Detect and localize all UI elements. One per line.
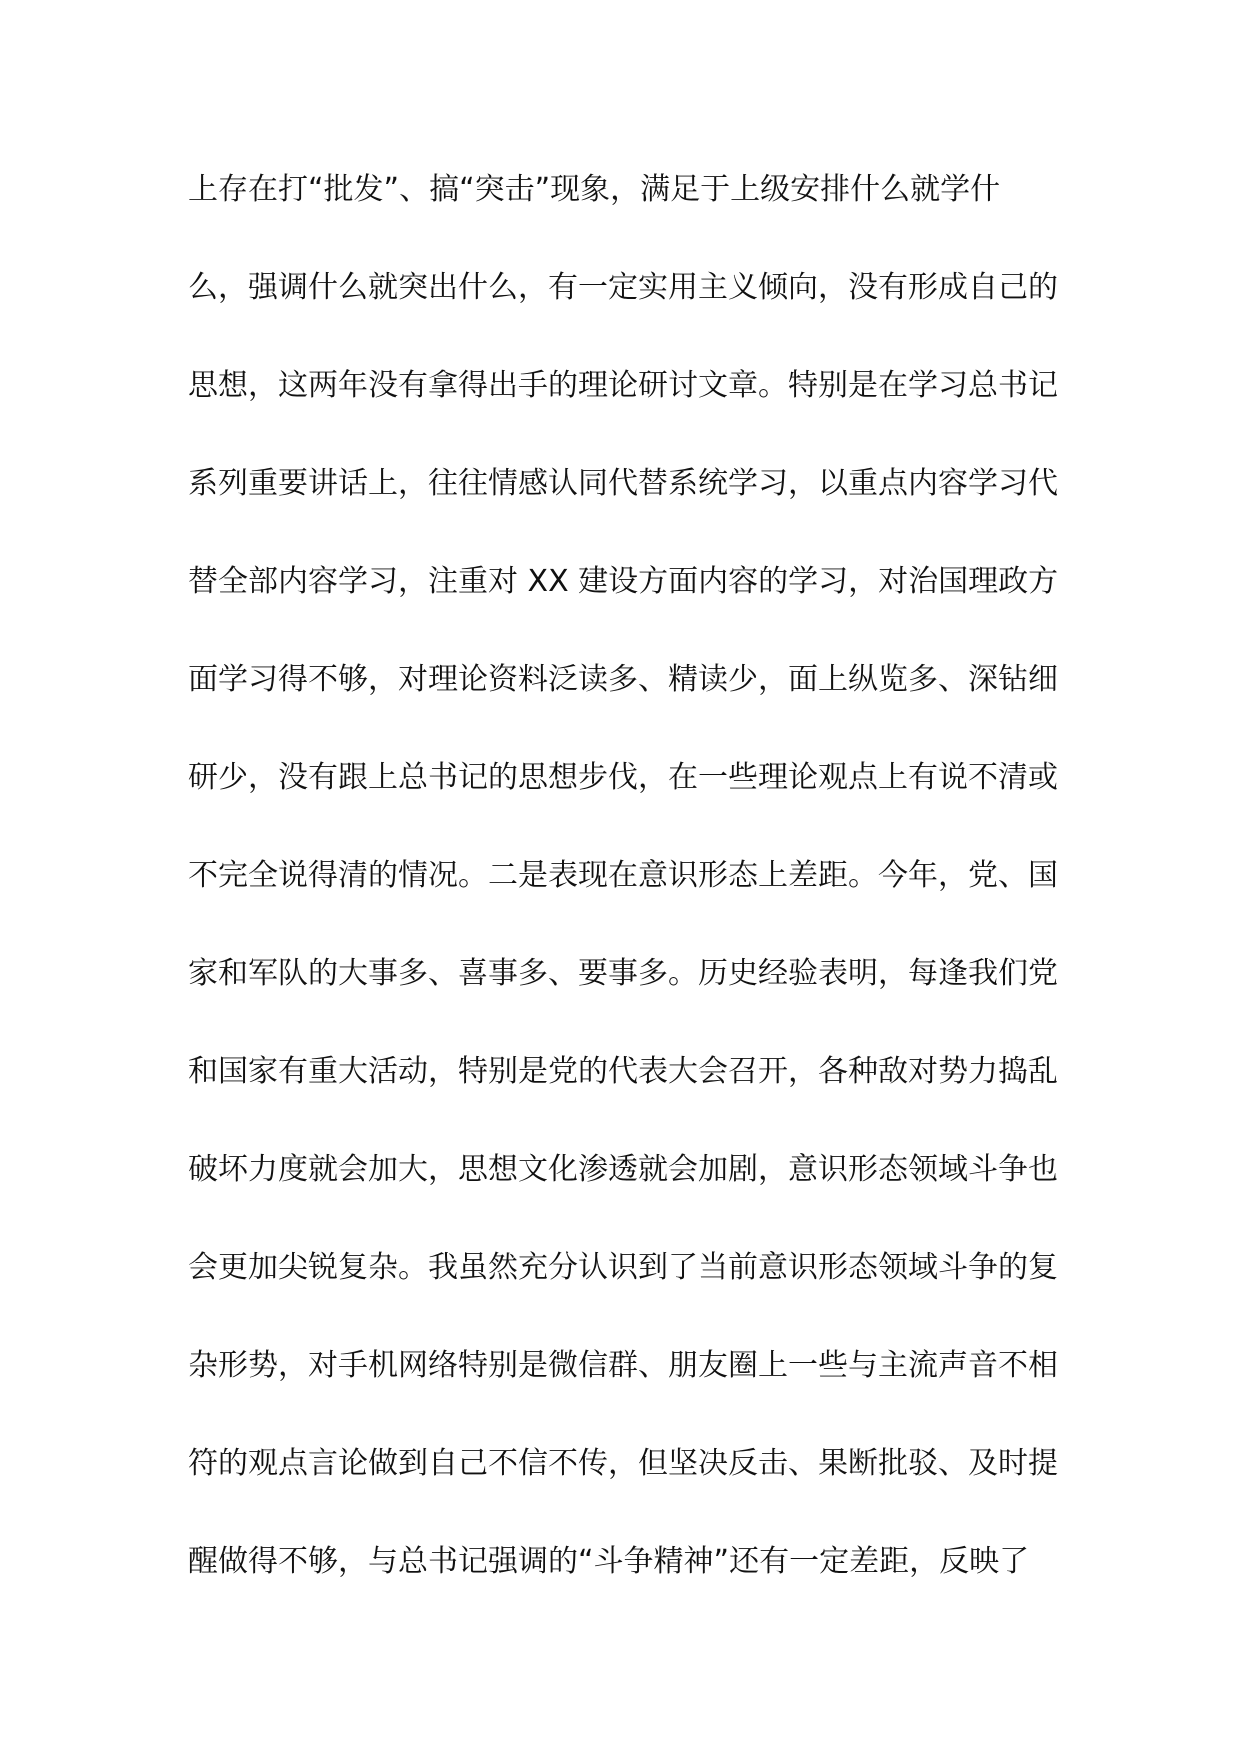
text-line-10: 和国家有重大活动，特别是党的代表大会召开，各种敌对势力捣乱 [188,1054,1058,1089]
text-line-6: 面学习得不够，对理论资料泛读多、精读少，面上纵览多、深钻细 [188,662,1058,697]
text-line-8: 不完全说得清的情况。二是表现在意识形态上差距。今年，党、国 [188,858,1058,893]
text-line-2: 么，强调什么就突出什么，有一定实用主义倾向，没有形成自己的 [188,270,1058,305]
text-line-13: 杂形势，对手机网络特别是微信群、朋友圈上一些与主流声音不相 [188,1348,1058,1383]
text-line-12: 会更加尖锐复杂。我虽然充分认识到了当前意识形态领域斗争的复 [188,1250,1058,1285]
text-line-15: 醒做得不够，与总书记强调的“斗争精神”还有一定差距，反映了 [188,1544,1030,1579]
text-line-11: 破坏力度就会加大，思想文化渗透就会加剧，意识形态领域斗争也 [188,1152,1058,1187]
body-text [188,170,1068,1640]
text-line-1: 上存在打“批发”、搞“突击”现象，满足于上级安排什么就学什 [188,172,1001,207]
text-line-3: 思想，这两年没有拿得出手的理论研讨文章。特别是在学习总书记 [188,368,1058,403]
text-line-14: 符的观点言论做到自己不信不传，但坚决反击、果断批驳、及时提 [188,1446,1058,1481]
text-line-5: 替全部内容学习，注重对 XX 建设方面内容的学习，对治国理政方 [188,564,1059,599]
text-line-4: 系列重要讲话上，往往情感认同代替系统学习，以重点内容学习代 [188,466,1058,501]
text-line-9: 家和军队的大事多、喜事多、要事多。历史经验表明，每逢我们党 [188,956,1058,991]
text-line-7: 研少，没有跟上总书记的思想步伐，在一些理论观点上有说不清或 [188,760,1058,795]
